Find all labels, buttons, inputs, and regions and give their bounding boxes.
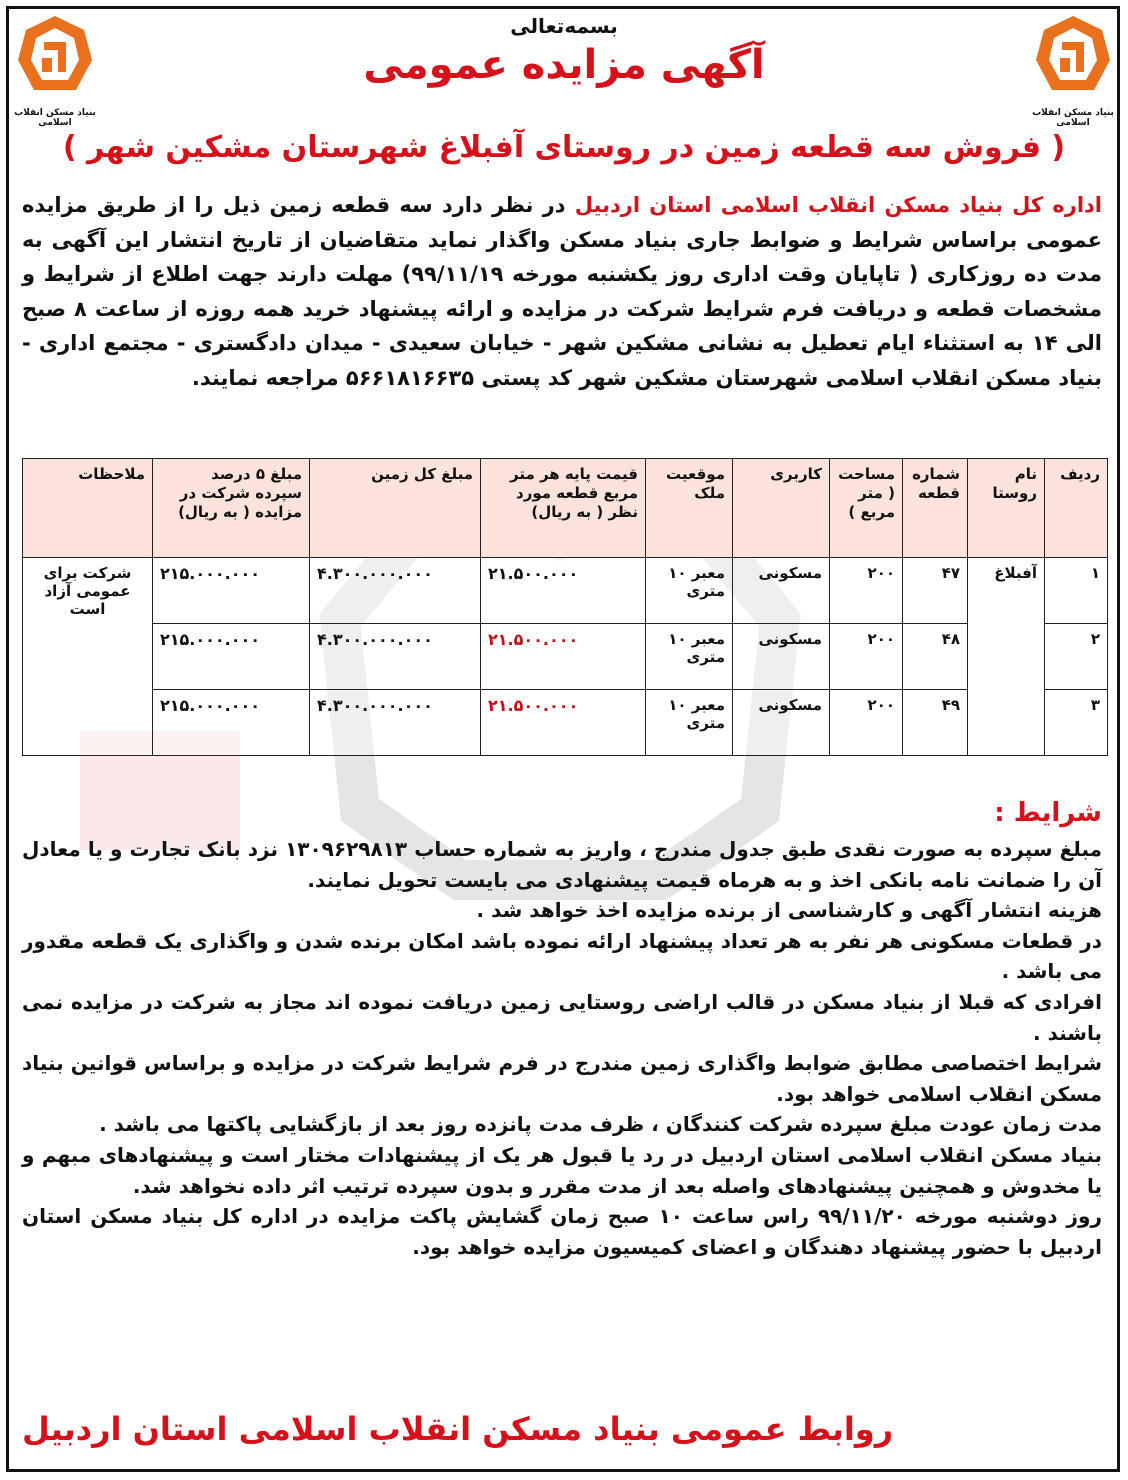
cell-lot-number: ۴۸ — [903, 624, 968, 690]
table-row — [23, 624, 1108, 690]
header-village: نام روستا — [968, 459, 1045, 558]
header-row-number: ردیف — [1045, 459, 1108, 558]
header-base-price: قیمت پایه هر متر مربع قطعه مورد نظر ( به ریال) — [481, 459, 646, 558]
intro-paragraph — [22, 188, 1102, 395]
cell-usage: مسکونی — [733, 558, 830, 624]
cell-total-price: ۴.۳۰۰.۰۰۰.۰۰۰ — [310, 558, 481, 624]
header-location: موقعیت ملک — [646, 459, 733, 558]
cell-row-number: ۳ — [1045, 690, 1108, 756]
cell-location: معبر ۱۰ متری — [646, 690, 733, 756]
conditions-title: شرایط : — [994, 798, 1102, 828]
intro-text: در نظر دارد سه قطعه زمین ذیل را از طریق مزایده عمومی براساس شرایط و ضوابط جاری بنیاد مسکن واگذار نماید متقاضیان از تاریخ انتشار این آگهی به مدت ده روزکاری ( تاپایان وقت اداری روز یکشنبه مورخه ۹۹/۱۱/۱۹) مهلت دارند جهت اطلاع از شرایط و مشخصات قطعه و دریافت فرم شرایط شرکت در مزایده و ارائه پیشنهاد خرید همه روزه از ساعت ۸ صبح الی ۱۴ به استثناء ایام تعطیل به نشانی مشکین شهر - خیابان سعیدی - میدان دادگستری - مجتمع اداری - بنیاد مسکن انقلاب اسلامی شهرستان مشکین شهر کد پستی ۵۶۶۱۸۱۶۶۳۵ مراجعه نمایند. — [22, 193, 1103, 390]
foundation-logo-icon — [14, 12, 96, 102]
cell-base-price: ۲۱.۵۰۰.۰۰۰ — [481, 624, 646, 690]
notice-subtitle: ( فروش سه قطعه زمین در روستای آفبلاغ شهرستان مشکین شهر ) — [62, 130, 1066, 165]
condition-item: شرایط اختصاصی مطابق ضوابط واگذاری زمین مندرج در فرم شرایط شرکت در مزایده و براساس قوانین بنیاد مسکن انقلاب اسلامی خواهد بود. — [22, 1051, 1102, 1106]
cell-deposit: ۲۱۵.۰۰۰.۰۰۰ — [153, 624, 310, 690]
header-usage: کاربری — [733, 459, 830, 558]
foundation-logo-icon — [1032, 12, 1114, 102]
header-deposit: مبلغ ۵ درصد سپرده شرکت در مزایده ( به ریال) — [153, 459, 310, 558]
header-notes: ملاحظات — [23, 459, 153, 558]
notice-title: آگهی مزایده عمومی — [363, 42, 765, 88]
cell-base-price: ۲۱.۵۰۰.۰۰۰ — [481, 690, 646, 756]
condition-item: مبلغ سپرده به صورت نقدی طبق جدول مندرج ، واریز به شماره حساب ۱۳۰۹۶۲۹۸۱۳ نزد بانک تجارت و یا معادل آن را ضمانت نامه بانکی اخذ و به هرماه قیمت پیشنهادی می بایست تحویل نمایند. — [22, 837, 1102, 892]
cell-area: ۲۰۰ — [830, 690, 903, 756]
condition-item: مدت زمان عودت مبلغ سپرده شرکت کنندگان ، ظرف مدت پانزده روز بعد از بازگشایی پاکتها می باشد . — [99, 1112, 1102, 1137]
cell-village: آفبلاغ — [968, 558, 1045, 756]
condition-item: روز دوشنبه مورخه ۹۹/۱۱/۲۰ راس ساعت ۱۰ صبح زمان گشایش پاکت مزایده در اداره کل بنیاد مسکن استان اردبیل با حضور پیشنهاد دهندگان و اعضای کمیسیون مزایده خواهد بود. — [22, 1204, 1102, 1259]
cell-area: ۲۰۰ — [830, 624, 903, 690]
condition-item: در قطعات مسکونی هر نفر به هر تعداد پیشنهاد ارائه نموده باشد امکان برنده شدن و واگذاری یک قطعه مقدور می باشد . — [22, 928, 1102, 984]
notice-header — [110, 14, 1018, 88]
table-header-row — [23, 459, 1108, 558]
public-relations-signature: روابط عمومی بنیاد مسکن انقلاب اسلامی استان اردبیل — [22, 1410, 894, 1448]
cell-deposit: ۲۱۵.۰۰۰.۰۰۰ — [153, 690, 310, 756]
cell-area: ۲۰۰ — [830, 558, 903, 624]
cell-lot-number: ۴۹ — [903, 690, 968, 756]
cell-location: معبر ۱۰ متری — [646, 558, 733, 624]
lots-table — [22, 458, 1108, 756]
header-total-price: مبلغ کل زمین — [310, 459, 481, 558]
header-area: مساحت ( متر مربع ) — [830, 459, 903, 558]
condition-item: افرادی که قبلا از بنیاد مسکن در قالب اراضی روستایی زمین دریافت نموده اند مجاز به شرکت در مزایده نمی باشند . — [22, 989, 1102, 1045]
logo-caption: بنیاد مسکن انقلاب اسلامی — [1032, 108, 1114, 128]
table-row — [23, 558, 1108, 624]
logo-caption: بنیاد مسکن انقلاب اسلامی — [14, 108, 96, 128]
condition-item: هزینه انتشار آگهی و کارشناسی از برنده مزایده اخذ خواهد شد . — [476, 898, 1102, 923]
bismillah: بسمه‌تعالی — [510, 14, 618, 38]
conditions-list — [22, 834, 1102, 1262]
cell-notes: شرکت برای عمومی آزاد است — [23, 558, 153, 756]
cell-usage: مسکونی — [733, 690, 830, 756]
cell-lot-number: ۴۷ — [903, 558, 968, 624]
organization-name: اداره کل بنیاد مسکن انقلاب اسلامی استان اردبیل — [574, 193, 1102, 217]
table-row — [23, 690, 1108, 756]
header-lot-number: شماره قطعه — [903, 459, 968, 558]
cell-total-price: ۴.۳۰۰.۰۰۰.۰۰۰ — [310, 624, 481, 690]
condition-item: بنیاد مسکن انقلاب اسلامی استان اردبیل در رد یا قبول هر یک از پیشنهادات مختار است و پیشنهادهای مبهم و یا مخدوش و همچنین پیشنهادهای واصله بعد از مدت مقرر و بدون سپرده ترتیب اثر داده نخواهد شد. — [22, 1142, 1102, 1198]
cell-usage: مسکونی — [733, 624, 830, 690]
cell-base-price: ۲۱.۵۰۰.۰۰۰ — [481, 558, 646, 624]
cell-row-number: ۲ — [1045, 624, 1108, 690]
cell-deposit: ۲۱۵.۰۰۰.۰۰۰ — [153, 558, 310, 624]
foundation-logo-right — [1032, 12, 1114, 128]
cell-row-number: ۱ — [1045, 558, 1108, 624]
foundation-logo-left — [14, 12, 96, 128]
cell-location: معبر ۱۰ متری — [646, 624, 733, 690]
cell-total-price: ۴.۳۰۰.۰۰۰.۰۰۰ — [310, 690, 481, 756]
